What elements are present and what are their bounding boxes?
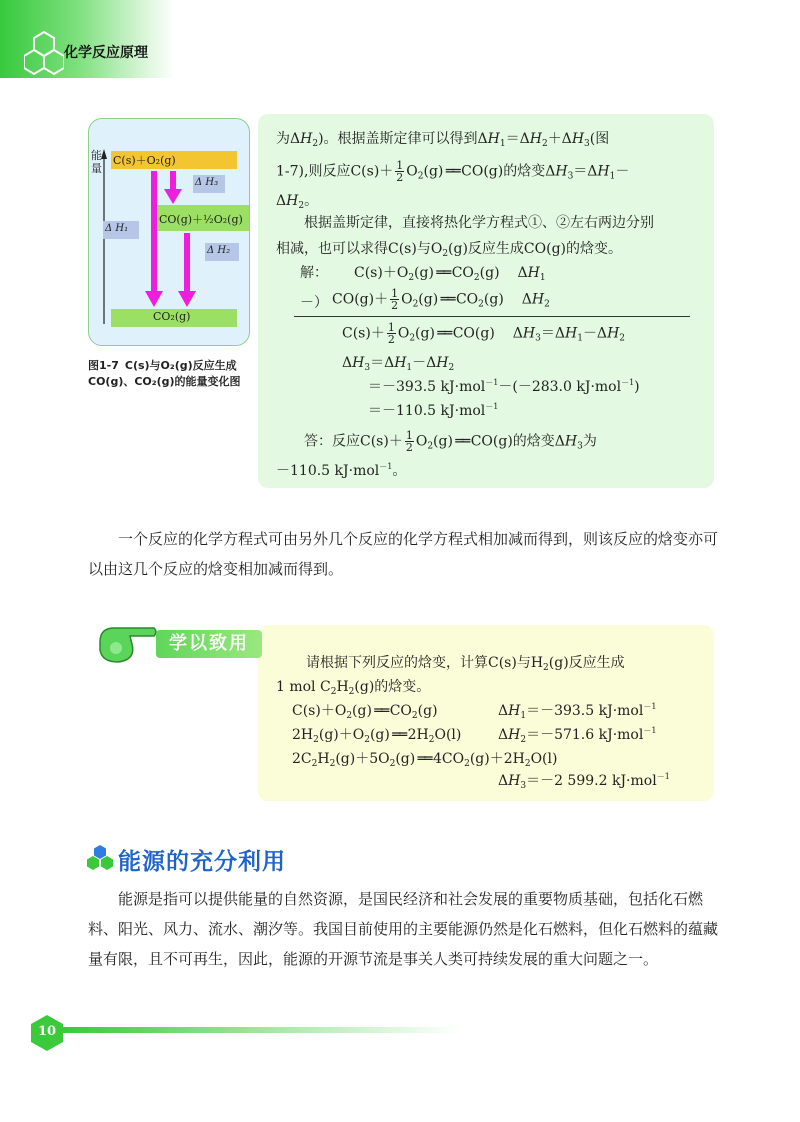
calc-line-1: $\Delta H_3=\Delta H_1-\Delta H_2$ bbox=[342, 355, 455, 373]
paragraph-hess-law: 一个反应的化学方程式可由另外几个反应的化学方程式相加减而得到，则该反应的焓变亦可以由这几个反应的焓变相加减而得到。 bbox=[88, 530, 719, 578]
solution-line-1: 为$\Delta H_2$)。根据盖斯定律可以得到$\Delta H_1=\Delta H_2+\Delta H_3$(图 bbox=[276, 131, 610, 149]
dh2-arrow-icon bbox=[178, 291, 196, 307]
solution-line-2: 1-7),则反应C(s)＋ $\frac{1}{2}$ $O_2(g)$ ══ CO(g)的焓变$\Delta H_3=\Delta H_1-$ bbox=[276, 159, 630, 184]
equation-1: $C(s)+O_2(g)$ ══ $CO_2(g)$ $\Delta H_1$ bbox=[354, 265, 546, 283]
practice-reaction-2: $2H_2(g)+O_2(g)$ ══ $2H_2O(l)$ bbox=[292, 727, 462, 745]
practice-reaction-1: $C(s)+O_2(g)$ ══ $CO_2(g)$ bbox=[292, 703, 438, 721]
book-title: 化学反应原理 bbox=[64, 45, 148, 61]
solve-label: 解： bbox=[300, 265, 328, 281]
practice-question-2: 1 mol $C_2H_2(g)$的焓变。 bbox=[276, 679, 431, 697]
dh2-label: Δ H₂ bbox=[207, 245, 231, 256]
paragraph-energy: 能源是指可以提供能量的自然资源，是国民经济和社会发展的重要物质基础，包括化石燃料、阳光、风力、流水、潮汐等。我国目前使用的主要能源仍然是化石燃料，但化石燃料的蕴藏量有限，且不可再生，因此，能源的开源节流是事关人类可持续发展的重大问题之一。 bbox=[88, 890, 719, 968]
figure-caption: 图1-7 C(s)与O₂(g)反应生成CO(g)、CO₂(g)的能量变化图 bbox=[88, 359, 241, 388]
dh3-label: Δ H₃ bbox=[195, 177, 219, 188]
pointing-hand-icon bbox=[96, 620, 158, 666]
energy-diagram bbox=[88, 118, 250, 346]
level-bottom-label: CO₂(g) bbox=[153, 310, 191, 323]
calc-line-2: ＝－393.5 kJ·mol$^{-1}$－(－283.0 kJ·mol$^{-1}$) bbox=[368, 378, 640, 395]
answer-line-2: －110.5 kJ·mol$^{-1}$。 bbox=[276, 462, 407, 479]
practice-reaction-3: $2C_2H_2(g)+5O_2(g)$ ══ $4CO_2(g)+2H_2O(l)$ bbox=[292, 751, 558, 769]
hexagon-logo-icon bbox=[24, 30, 64, 76]
level-mid-label: CO(g)＋½O₂(g) bbox=[159, 213, 243, 226]
dh3-arrow-icon bbox=[164, 189, 182, 204]
practice-dh-1: $\Delta H_1=-393.5$ kJ·mol$^{-1}$ bbox=[498, 702, 657, 721]
practice-dh-3: $\Delta H_3=-2$ 599.2 kJ·mol$^{-1}$ bbox=[498, 772, 670, 791]
level-top-label: C(s)＋O₂(g) bbox=[113, 154, 176, 167]
solution-line-4: 根据盖斯定律，直接将热化学方程式①、②左右两边分别 bbox=[304, 215, 654, 231]
solution-line-3: $\Delta H_2$。 bbox=[276, 193, 319, 211]
practice-dh-2: $\Delta H_2=-571.6$ kJ·mol$^{-1}$ bbox=[498, 726, 657, 745]
practice-badge: 学以致用 bbox=[156, 630, 262, 658]
sum-rule bbox=[294, 316, 690, 317]
footer-rule bbox=[60, 1027, 460, 1033]
solution-line-5: 相减，也可以求得C(s)与$O_2(g)$反应生成CO(g)的焓变。 bbox=[276, 241, 623, 259]
dh1-label: Δ H₁ bbox=[105, 223, 129, 234]
practice-question-1: 请根据下列反应的焓变，计算C(s)与$H_2(g)$反应生成 bbox=[306, 655, 625, 673]
dh1-arrow-icon bbox=[145, 291, 163, 307]
equation-3: C(s)＋ $\frac{1}{2}$ $O_2(g)$ ══ CO(g) $\Delta H_3=\Delta H_1-\Delta H_2$ bbox=[342, 321, 626, 346]
section-title: 能源的充分利用 bbox=[118, 849, 286, 875]
section-bullet-icon bbox=[86, 843, 114, 871]
page-number: 10 bbox=[37, 1024, 57, 1039]
energy-axis-label: 能量 bbox=[91, 149, 102, 175]
answer-line-1: 答：反应C(s)＋ $\frac{1}{2}$ $O_2(g)$ ══ CO(g)的焓变$\Delta H_3$为 bbox=[304, 429, 597, 454]
equation-2: CO(g)＋ $\frac{1}{2}$ $O_2(g)$ ══ $CO_2(g)$ $\Delta H_2$ bbox=[332, 287, 550, 312]
calc-line-3: ＝－110.5 kJ·mol$^{-1}$ bbox=[368, 402, 499, 419]
minus-sign: －） bbox=[300, 295, 328, 311]
